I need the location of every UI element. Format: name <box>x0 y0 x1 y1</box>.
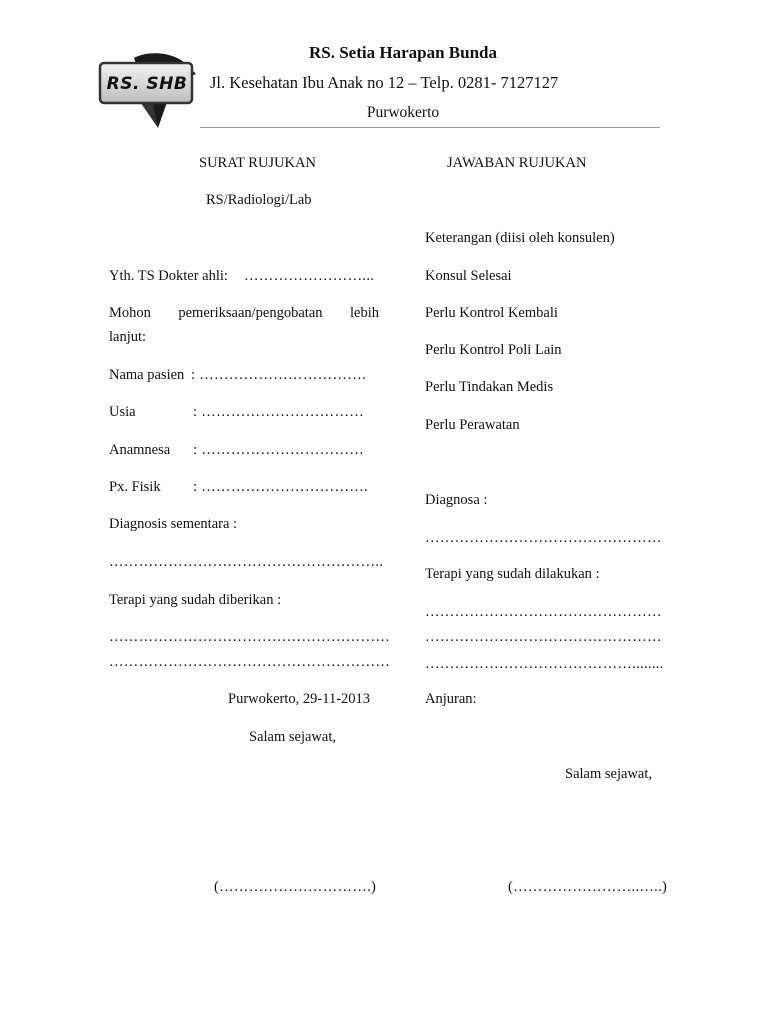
terapi-label: Terapi yang sudah dilakukan : <box>425 566 600 582</box>
field-label-px-fisik: Px. Fisik <box>109 479 161 495</box>
therapy-field-1: ………………………………………………… <box>109 629 391 645</box>
referral-heading: SURAT RUJUKAN <box>199 155 316 171</box>
terapi-field-3: ……………………………………........ <box>425 656 664 672</box>
place-date: Purwokerto, 29-11-2013 <box>228 691 371 707</box>
yth-label: Yth. TS Dokter ahli: <box>109 268 228 284</box>
option-kontrol-poli-lain: Perlu Kontrol Poli Lain <box>425 342 562 358</box>
request-line-2: lanjut: <box>109 329 147 345</box>
option-kontrol-kembali: Perlu Kontrol Kembali <box>425 305 558 321</box>
field-value-anamnesa: : …………………………… <box>193 442 365 458</box>
keterangan-label: Keterangan (diisi oleh konsulen) <box>425 230 615 246</box>
field-label-usia: Usia <box>109 404 136 420</box>
request-word: Mohon <box>109 305 151 321</box>
response-heading: JAWABAN RUJUKAN <box>447 155 587 171</box>
field-label-nama-pasien: Nama pasien <box>109 367 185 383</box>
diagnosis-label: Diagnosis sementara : <box>109 516 238 532</box>
diagnosis-field: ……………………………………………….. <box>109 554 384 570</box>
left-signature: (………………………….) <box>214 879 377 895</box>
diagnosa-field: ………………………………………… <box>425 530 662 546</box>
field-value-px-fisik: : ……………………………. <box>193 479 368 495</box>
right-signature: (……………………..…..) <box>508 879 668 895</box>
field-label-anamnesa: Anamnesa <box>109 442 171 458</box>
option-perawatan: Perlu Perawatan <box>425 417 520 433</box>
therapy-field-2: ………………………………………………… <box>109 654 391 670</box>
diagnosa-label: Diagnosa : <box>425 492 488 508</box>
logo-text: RS. SHB <box>106 74 188 94</box>
option-tindakan-medis: Perlu Tindakan Medis <box>425 379 554 395</box>
option-konsul-selesai: Konsul Selesai <box>425 268 512 284</box>
hospital-address: Jl. Kesehatan Ibu Anak no 12 – Telp. 0281- 7127127 <box>210 73 559 92</box>
right-salam: Salam sejawat, <box>565 766 652 782</box>
terapi-field-1: ………………………………………… <box>425 604 662 620</box>
anjuran-label: Anjuran: <box>425 691 477 707</box>
referral-subheading: RS/Radiologi/Lab <box>206 192 312 208</box>
yth-doctor-field: ……………………... <box>244 268 375 284</box>
therapy-label: Terapi yang sudah diberikan : <box>109 592 282 608</box>
field-value-nama-pasien: : ……………………………. <box>191 367 366 383</box>
terapi-field-2: ………………………………………… <box>425 629 662 645</box>
request-line-1 <box>109 305 379 322</box>
hospital-name: RS. Setia Harapan Bunda <box>309 43 497 62</box>
field-value-usia: : …………………………… <box>193 404 365 420</box>
request-word: pemeriksaan/pengobatan <box>178 305 323 321</box>
left-salam: Salam sejawat, <box>249 729 336 745</box>
hospital-city: Purwokerto <box>366 104 440 121</box>
request-word: lebih <box>349 305 379 321</box>
header-divider <box>200 127 660 128</box>
